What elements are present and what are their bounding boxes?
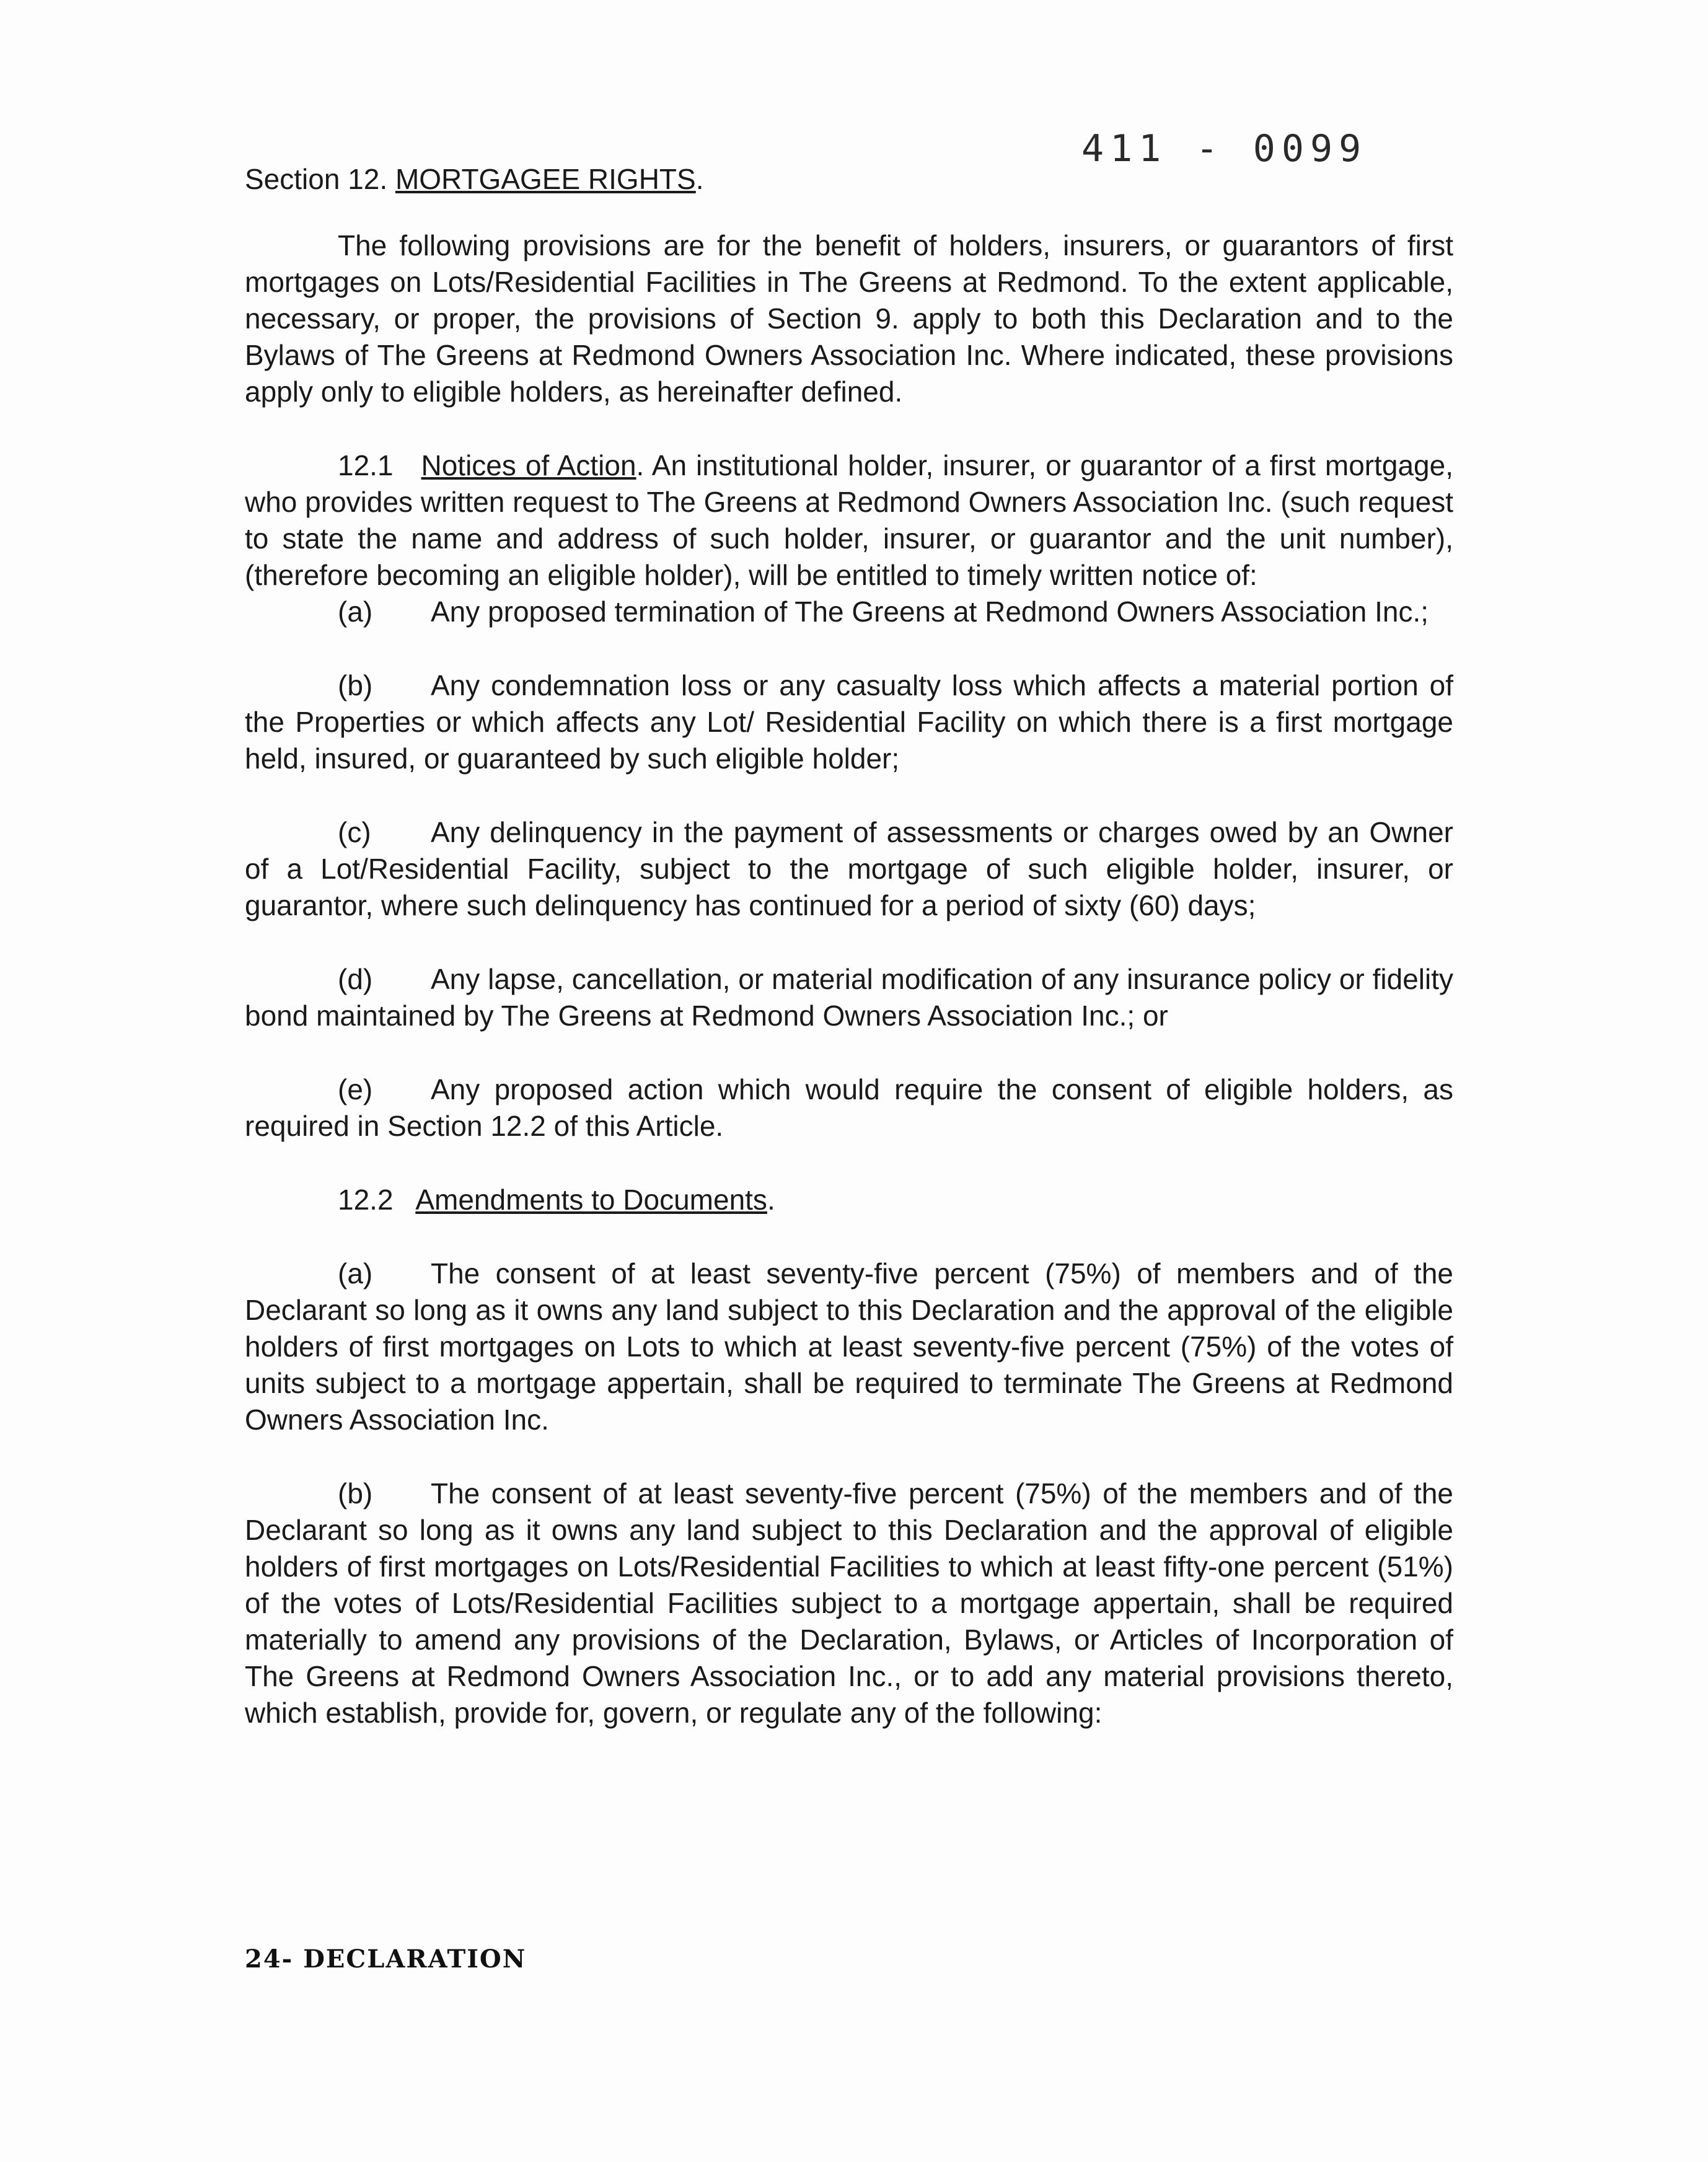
list-item-label: (b) — [338, 669, 373, 701]
section-title-suffix: . — [695, 163, 704, 195]
list-item — [245, 961, 1453, 1034]
list-item — [245, 594, 1453, 630]
list-item-text: Any proposed action which would require the consent of eligible holders, as required in Section 12.2 of this Article. — [245, 1073, 1453, 1142]
record-number: 411 ‐ 0099 — [1081, 127, 1368, 170]
list-item-text: Any delinquency in the payment of assessments or charges owed by an Owner of a Lot/Residential Facility, subject to the mortgage of such eligible holder, insurer, or guarantor, where such delinquency has continued for a period of sixty (60) days; — [245, 816, 1453, 921]
subsection-12-1 — [245, 447, 1453, 594]
subsection-12-2-number: 12.2 — [338, 1184, 394, 1216]
section-heading — [245, 161, 1453, 198]
document-body — [245, 161, 1453, 1769]
page-footer: 24- DECLARATION — [245, 1944, 527, 1974]
list-item-text: Any condemnation loss or any casualty loss which affects a material portion of the Properties or which affects any Lot/ Residential Facility on which there is a first mortgage held, insured, or guaranteed by such eligible holder; — [245, 669, 1453, 775]
list-item — [245, 814, 1453, 924]
subsection-12-1-number: 12.1 — [338, 449, 394, 481]
subsection-12-2 — [245, 1182, 1453, 1218]
list-item — [245, 1255, 1453, 1438]
list-item-label: (e) — [338, 1073, 373, 1105]
list-item — [245, 1475, 1453, 1731]
list-item-label: (d) — [338, 963, 373, 995]
list-item-label: (a) — [338, 595, 373, 628]
section-label: Section 12. — [245, 163, 388, 195]
list-item-label: (a) — [338, 1257, 373, 1290]
subsection-12-2-heading-suffix: . — [767, 1184, 775, 1216]
subsection-12-1-text: . An institutional holder, insurer, or guarantor of a first mortgage, who provides written request to The Greens at Redmond Owners Association Inc. (such request to state the name and address of such holder, insurer, or guarantor and the unit number), (therefore becoming an eligible holder), will be entitled to timely written notice of: — [245, 449, 1454, 591]
list-item — [245, 1071, 1453, 1145]
list-item-text: Any lapse, cancellation, or material modification of any insurance policy or fidelity bond maintained by The Greens at Redmond Owners Association Inc.; or — [245, 963, 1453, 1032]
subsection-12-1-heading: Notices of Action — [421, 449, 636, 481]
list-item-text: The consent of at least seventy-five percent (75%) of the members and of the Declarant so long as it owns any land subject to this Declaration and the approval of eligible holders of first mortgages on Lots/Residential Facilities to which at least fifty-one percent (51%) of the votes of Lots/Residential Facilities subject to a mortgage appertain, shall be required materially to amend any provisions of the Declaration, Bylaws, or Articles of Incorporation of The Greens at Redmond Owners Association Inc., or to add any material provisions thereto, which establish, provide for, govern, or regulate any of the following: — [245, 1477, 1453, 1729]
list-item-text: The consent of at least seventy-five percent (75%) of members and of the Declarant so long as it owns any land subject to this Declaration and the approval of the eligible holders of first mortgages on Lots to which at least seventy-five percent (75%) of the votes of units subject to a mortgage appertain, shall be required to terminate The Greens at Redmond Owners Association Inc. — [245, 1257, 1453, 1436]
list-item-label: (c) — [338, 816, 371, 848]
subsection-12-2-heading: Amendments to Documents — [415, 1184, 767, 1216]
section-title: MORTGAGEE RIGHTS — [395, 163, 696, 195]
intro-paragraph: The following provisions are for the benefit of holders, insurers, or guarantors of first mortgages on Lots/Residential Facilities in The Greens at Redmond. To the extent applicable, necessary, or proper, the provisions of Section 9. apply to both this Declaration and to the Bylaws of The Greens at Redmond Owners Association Inc. Where indicated, these provisions apply only to eligible holders, as hereinafter defined. — [245, 229, 1453, 408]
list-item — [245, 667, 1453, 777]
list-item-text: Any proposed termination of The Greens at Redmond Owners Association Inc.; — [431, 595, 1428, 628]
list-item-label: (b) — [338, 1477, 373, 1509]
